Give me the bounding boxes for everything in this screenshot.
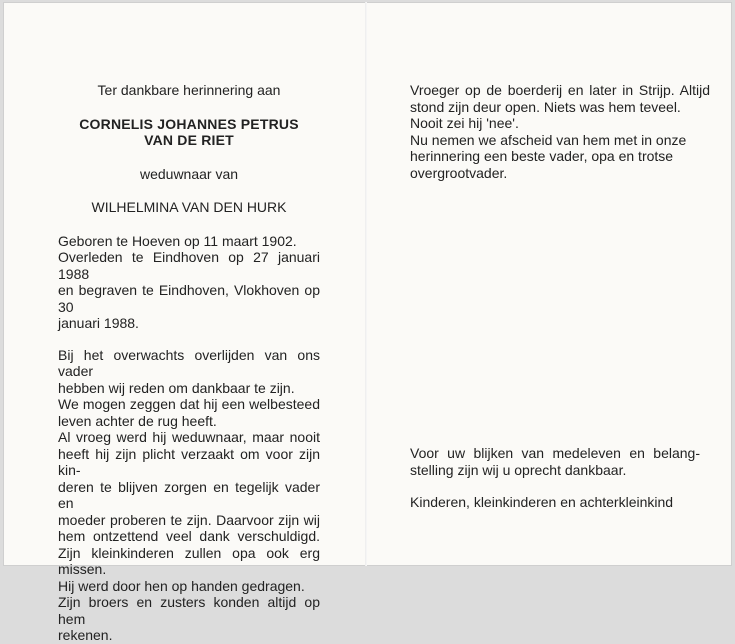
signature bbox=[410, 494, 710, 511]
tribute-text bbox=[58, 347, 320, 644]
tribute-line: leven achter de rug heeft. bbox=[58, 412, 217, 429]
tribute-line: hem ontzettend veel dank verschuldigd. bbox=[58, 528, 320, 544]
signature-line: Kinderen, kleinkinderen en achterkleinkind bbox=[410, 494, 674, 510]
tribute-line: Hij werd door hen op handen gedragen. bbox=[58, 577, 305, 594]
intro-text: Ter dankbare herinnering aan bbox=[97, 82, 281, 98]
thanks-line: stelling zijn wij u oprecht dankbaar. bbox=[410, 461, 627, 478]
right-line: Nu nemen we afscheid van hem met in onze bbox=[410, 131, 687, 148]
life-line: januari 1988. bbox=[58, 315, 139, 331]
tribute-line: We mogen zeggen dat hij een welbesteed bbox=[58, 396, 320, 412]
life-line: Overleden te Eindhoven op 27 januari 1988 bbox=[58, 249, 320, 282]
widower-text: weduwnaar van bbox=[139, 165, 239, 182]
right-line: herinnering een beste vader, opa en trotse bbox=[410, 148, 674, 164]
tribute-line: Zijn broers en zusters konden altijd op hem bbox=[58, 594, 320, 627]
right-page-top bbox=[410, 82, 710, 181]
card-fold bbox=[365, 2, 367, 566]
thanks-text bbox=[410, 445, 700, 478]
spouse-name: WILHELMINA VAN DEN HURK bbox=[91, 199, 287, 215]
tribute-line: heeft hij zijn plicht verzaakt om voor zijn kin- bbox=[58, 445, 320, 478]
tribute-line: Zijn kleinkinderen zullen opa ook erg missen. bbox=[58, 544, 320, 577]
life-dates bbox=[58, 233, 320, 332]
tribute-line: Bij het overwachts overlijden van ons vader bbox=[58, 346, 320, 379]
tribute-line: hebben wij reden om dankbaar te zijn. bbox=[58, 379, 295, 396]
deceased-name-line1: CORNELIS JOHANNES PETRUS bbox=[79, 115, 299, 132]
right-line: Nooit zei hij 'nee'. bbox=[410, 115, 519, 131]
tribute-line: deren te blijven zorgen en tegelijk vader en bbox=[58, 478, 320, 511]
tribute-line: Al vroeg werd hij weduwnaar, maar nooit bbox=[58, 429, 320, 445]
life-line: Geboren te Hoeven op 11 maart 1902. bbox=[58, 232, 297, 249]
deceased-name-line2: VAN DE RIET bbox=[144, 132, 234, 148]
right-line: stond zijn deur open. Niets was hem teveel. bbox=[410, 98, 681, 115]
tribute-line: moeder proberen te zijn. Daarvoor zijn wij bbox=[58, 511, 320, 528]
right-line: Vroeger op de boerderij en later in Strijp. Altijd bbox=[410, 82, 710, 98]
tribute-line: rekenen. bbox=[58, 627, 113, 643]
thanks-line: Voor uw blijken van medeleven en belang- bbox=[410, 445, 700, 461]
right-line: overgrootvader. bbox=[410, 164, 508, 181]
left-page bbox=[58, 82, 320, 644]
life-line: en begraven te Eindhoven, Vlokhoven op 30 bbox=[58, 282, 320, 315]
